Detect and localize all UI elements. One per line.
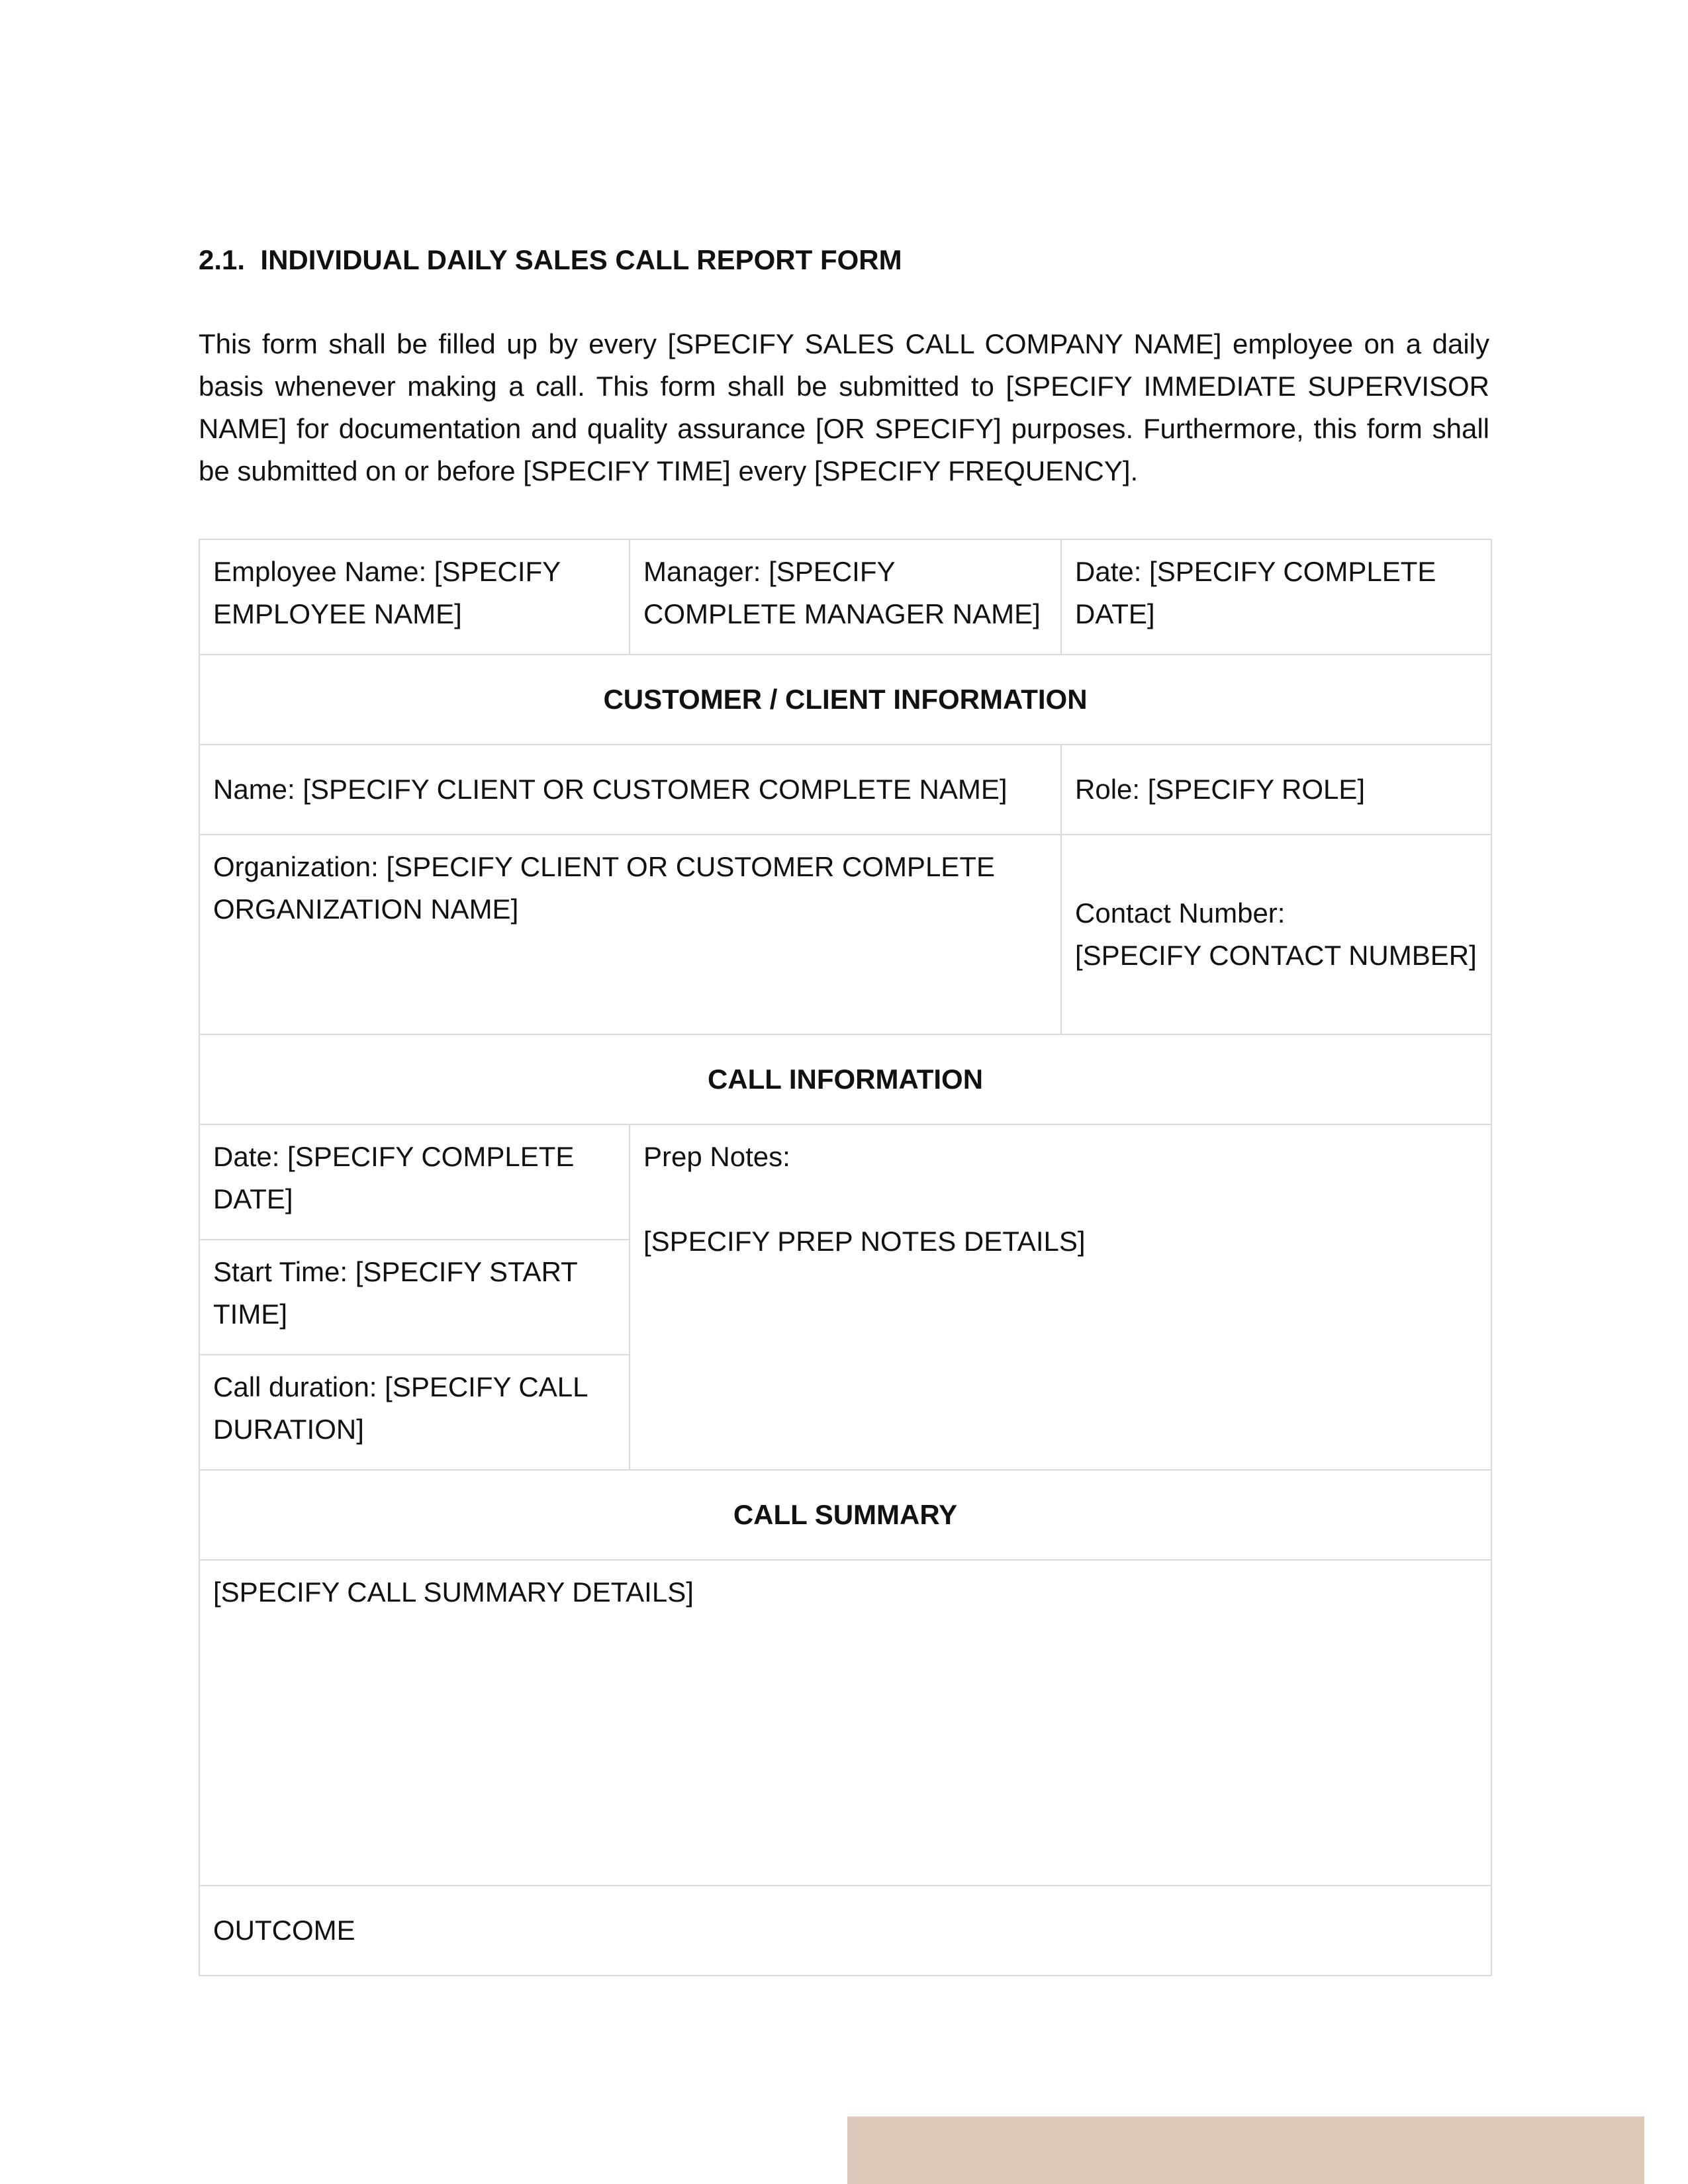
sales-call-report-form <box>199 539 1492 1976</box>
intro-paragraph: This form shall be filled up by every [SPECIFY SALES CALL COMPANY NAME] employee on a daily basis whenever making a call. This form shall be submitted to [SPECIFY IMMEDIATE SUPERVISOR NAME] for documentation and quality assurance [OR SPECIFY] purposes. Furthermore, this form shall be submitted on or before [SPECIFY TIME] every [SPECIFY FREQUENCY]. <box>199 328 1489 486</box>
contact-number-cell[interactable] <box>1061 835 1491 1034</box>
contact-number-label: Contact Number: <box>1075 897 1286 929</box>
customer-section-header: CUSTOMER / CLIENT INFORMATION <box>199 655 1491 745</box>
call-section-header: CALL INFORMATION <box>199 1034 1491 1124</box>
prep-notes-value: [SPECIFY PREP NOTES DETAILS] <box>643 1226 1086 1257</box>
summary-section-header: CALL SUMMARY <box>199 1470 1491 1560</box>
header-row <box>199 539 1491 655</box>
section-title: INDIVIDUAL DAILY SALES CALL REPORT FORM <box>260 244 902 275</box>
prep-notes-cell[interactable] <box>630 1124 1491 1470</box>
start-time-cell[interactable]: Start Time: [SPECIFY START TIME] <box>199 1240 630 1355</box>
prep-notes-label: Prep Notes: <box>643 1141 790 1172</box>
date-cell[interactable]: Date: [SPECIFY COMPLETE DATE] <box>1061 539 1491 655</box>
footer-decoration <box>847 2116 1644 2184</box>
manager-cell[interactable]: Manager: [SPECIFY COMPLETE MANAGER NAME] <box>630 539 1061 655</box>
section-heading <box>199 240 902 280</box>
client-role-cell[interactable]: Role: [SPECIFY ROLE] <box>1061 745 1491 835</box>
organization-cell[interactable]: Organization: [SPECIFY CLIENT OR CUSTOMER COMPLETE ORGANIZATION NAME] <box>199 835 1061 1034</box>
call-summary-cell[interactable]: [SPECIFY CALL SUMMARY DETAILS] <box>199 1560 1491 1886</box>
employee-name-cell[interactable]: Employee Name: [SPECIFY EMPLOYEE NAME] <box>199 539 630 655</box>
contact-number-value: [SPECIFY CONTACT NUMBER] <box>1075 940 1477 971</box>
section-number: 2.1. <box>199 244 246 275</box>
call-duration-cell[interactable]: Call duration: [SPECIFY CALL DURATION] <box>199 1355 630 1470</box>
call-date-cell[interactable]: Date: [SPECIFY COMPLETE DATE] <box>199 1124 630 1240</box>
outcome-cell[interactable]: OUTCOME <box>199 1886 1491 1976</box>
client-name-cell[interactable]: Name: [SPECIFY CLIENT OR CUSTOMER COMPLETE NAME] <box>199 745 1061 835</box>
